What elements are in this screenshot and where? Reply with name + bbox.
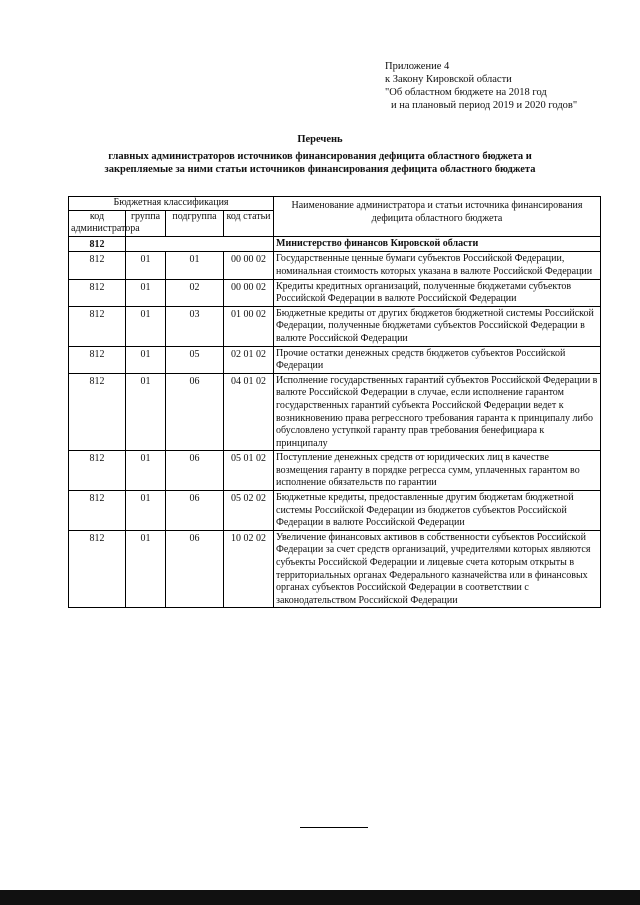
cell-group: 01 <box>126 530 166 608</box>
scan-edge-band <box>0 890 640 905</box>
cell-admin-code: 812 <box>69 236 126 252</box>
appendix-line: "Об областном бюджете на 2018 год <box>385 87 547 98</box>
cell-article-code: 00 00 02 <box>224 279 274 306</box>
document-subtitle: главных администраторов источников финансирования дефицита областного бюджета и <box>108 151 532 162</box>
cell-name: Бюджетные кредиты, предоставленные другим бюджетам бюджетной системы Российской Федерации из бюджетов субъектов Российской Федерации в валюте Российской Федерации <box>274 491 601 531</box>
appendix-line: и на плановый период 2019 и 2020 годов" <box>391 100 578 111</box>
sources-table <box>68 196 601 608</box>
cell-group: 01 <box>126 373 166 451</box>
table-row <box>69 306 601 346</box>
cell-article-code: 00 00 02 <box>224 252 274 279</box>
cell-group: 01 <box>126 451 166 491</box>
cell-group: 01 <box>126 306 166 346</box>
cell-name: Увеличение финансовых активов в собственности субъектов Российской Федерации за счет средств организаций, учредителями которых являются субъекты Российской Федерации и лицевые счета которым открыты в территориальных органах Федерального казначейства или в финансовых органах субъектов Российской Федерации в соответствии с законодательством Российской Федерации <box>274 530 601 608</box>
cell-subgroup: 06 <box>166 451 224 491</box>
cell-group: 01 <box>126 346 166 373</box>
cell-subgroup: 01 <box>166 252 224 279</box>
appendix-line: к Закону Кировской области <box>385 74 512 85</box>
cell-empty <box>126 236 274 252</box>
table-row-ministry <box>69 236 601 252</box>
cell-admin-code: 812 <box>69 373 126 451</box>
cell-subgroup: 06 <box>166 491 224 531</box>
table-row <box>69 252 601 279</box>
cell-name: Министерство финансов Кировской области <box>274 236 601 252</box>
table-row <box>69 491 601 531</box>
table-row <box>69 451 601 491</box>
appendix-block <box>385 60 577 112</box>
cell-name: Прочие остатки денежных средств бюджетов субъектов Российской Федерации <box>274 346 601 373</box>
cell-subgroup: 06 <box>166 373 224 451</box>
cell-name: Государственные ценные бумаги субъектов Российской Федерации, номинальная стоимость которых указана в валюте Российской Федерации <box>274 252 601 279</box>
header-article-code: код статьи <box>224 210 274 236</box>
table-row <box>69 346 601 373</box>
cell-admin-code: 812 <box>69 279 126 306</box>
document-title: Перечень <box>297 134 343 145</box>
document-subtitle: закрепляемые за ними статьи источников финансирования дефицита областного бюджета <box>104 164 536 175</box>
cell-admin-code: 812 <box>69 346 126 373</box>
header-budget-classification: Бюджетная классификация <box>69 197 274 211</box>
cell-group: 01 <box>126 491 166 531</box>
cell-group: 01 <box>126 279 166 306</box>
appendix-line: Приложение 4 <box>385 61 450 72</box>
cell-name: Кредиты кредитных организаций, полученные бюджетами субъектов Российской Федерации в валюте Российской Федерации <box>274 279 601 306</box>
cell-admin-code: 812 <box>69 530 126 608</box>
cell-admin-code: 812 <box>69 451 126 491</box>
cell-article-code: 04 01 02 <box>224 373 274 451</box>
cell-name: Поступление денежных средств от юридических лиц в качестве возмещения гаранту в порядке регресса сумм, уплаченных гарантом во исполнение обязательств по гарантии <box>274 451 601 491</box>
table-row <box>69 530 601 608</box>
cell-article-code: 01 00 02 <box>224 306 274 346</box>
table-row <box>69 279 601 306</box>
cell-article-code: 02 01 02 <box>224 346 274 373</box>
cell-subgroup: 05 <box>166 346 224 373</box>
cell-group: 01 <box>126 252 166 279</box>
header-admin-code: код администратора <box>69 210 126 236</box>
cell-admin-code: 812 <box>69 491 126 531</box>
header-subgroup: подгруппа <box>166 210 224 236</box>
header-group: группа <box>126 210 166 236</box>
cell-subgroup: 03 <box>166 306 224 346</box>
table-row <box>69 373 601 451</box>
header-name: Наименование администратора и статьи источника финансирования дефицита областного бюджета <box>274 197 601 237</box>
cell-article-code: 05 02 02 <box>224 491 274 531</box>
cell-subgroup: 06 <box>166 530 224 608</box>
cell-admin-code: 812 <box>69 306 126 346</box>
cell-admin-code: 812 <box>69 252 126 279</box>
cell-article-code: 05 01 02 <box>224 451 274 491</box>
cell-name: Бюджетные кредиты от других бюджетов бюджетной системы Российской Федерации, полученные бюджетами субъектов Российской Федерации в валюте Российской Федерации <box>274 306 601 346</box>
cell-article-code: 10 02 02 <box>224 530 274 608</box>
separator-line <box>300 827 368 828</box>
cell-name: Исполнение государственных гарантий субъектов Российской Федерации в валюте Российской Федерации в случае, если исполнение гарантом государственных гарантий субъекта Российской Федерации ведет к возникновению права регрессного требования гаранта к принципалу либо обусловлено уступкой гаранту прав требования бенефициара к принципалу <box>274 373 601 451</box>
cell-subgroup: 02 <box>166 279 224 306</box>
